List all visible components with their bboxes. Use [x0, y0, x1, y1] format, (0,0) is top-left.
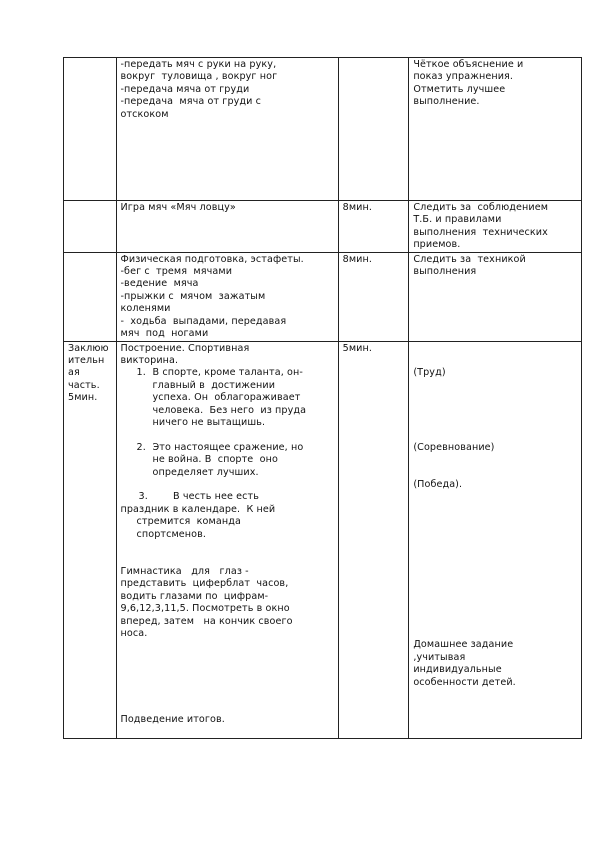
- quiz-line: главный в достижении: [152, 379, 276, 391]
- content-line: вокруг туловища , вокруг ног: [120, 71, 278, 83]
- quiz-line: спортсменов.: [136, 528, 207, 540]
- content-line: викторина.: [120, 355, 179, 367]
- answer-3: (Победа).: [413, 479, 463, 491]
- spacer: [121, 640, 334, 714]
- homework-line: индивидуальные: [413, 664, 502, 676]
- content-line: -ведение мяча: [120, 278, 199, 290]
- content-cell: [116, 201, 338, 253]
- quiz-number: 2.: [136, 441, 146, 453]
- notes-line: выполнения технических: [413, 226, 548, 238]
- content-line: отскоком: [120, 108, 169, 120]
- quiz-item: [121, 442, 334, 479]
- notes-line: Т.Б. и правилами: [413, 214, 502, 226]
- quiz-line: ничего не вытащишь.: [152, 417, 266, 429]
- quiz-spacer: [121, 429, 334, 441]
- quiz-line: успеха. Он облагораживает: [152, 392, 301, 404]
- gym-line: носа.: [120, 627, 148, 639]
- notes-line: приемов.: [413, 239, 461, 251]
- notes-line: Чёткое объяснение и: [413, 59, 524, 70]
- content-line: Построение. Спортивная: [120, 342, 250, 354]
- quiz-line: В спорте, кроме таланта, он-: [152, 367, 303, 379]
- gym-line: представить циферблат часов,: [120, 578, 289, 590]
- section-cell: [64, 341, 117, 738]
- section-cell: [64, 58, 117, 201]
- content-line: -передать мяч с руки на руку,: [120, 59, 277, 70]
- table-row: [64, 58, 582, 201]
- content-cell: [116, 341, 338, 738]
- gym-line: водить глазами по цифрам-: [120, 590, 269, 602]
- content-line: коленями: [120, 303, 171, 315]
- quiz-line: человека. Без него из пруда: [152, 404, 307, 416]
- quiz-number: 1.: [136, 367, 146, 379]
- section-label: часть.: [68, 379, 100, 391]
- quiz-line: определяет лучших.: [152, 466, 259, 478]
- lesson-plan-table: [63, 57, 582, 739]
- game-title: Игра мяч «Мяч ловцу»: [120, 202, 236, 213]
- gym-line: вперед, затем на кончик своего: [120, 615, 293, 627]
- content-line: -передача мяча от груди: [120, 83, 250, 95]
- content-line: мяч под ногами: [120, 328, 209, 340]
- spacer: [121, 541, 334, 566]
- notes-line: показ упражнения.: [413, 71, 514, 83]
- homework-line: Домашнее задание: [413, 639, 514, 651]
- time-cell: [338, 58, 409, 201]
- gym-line: Гимнастика для глаз -: [120, 565, 249, 577]
- spacer: [413, 491, 577, 639]
- time-cell: 8мин.: [338, 252, 409, 341]
- quiz-item: [121, 367, 334, 429]
- notes-line: Следить за техникой: [413, 253, 526, 265]
- notes-cell: [409, 201, 582, 253]
- table-row: [64, 201, 582, 253]
- spacer: [121, 479, 334, 491]
- notes-line: Отметить лучшее: [413, 83, 506, 95]
- notes-cell: [409, 252, 582, 341]
- quiz-list: [121, 367, 334, 479]
- quiz-line: стремится команда: [136, 516, 241, 528]
- notes-line: выполнение.: [413, 96, 480, 108]
- table-row: [64, 252, 582, 341]
- notes-line: Следить за соблюдением: [413, 202, 549, 213]
- content-line: - ходьба выпадами, передавая: [120, 315, 287, 327]
- homework-line: ,учитывая: [413, 651, 466, 663]
- answer-1: (Труд): [413, 367, 446, 379]
- gym-line: 9,6,12,3,11,5. Посмотреть в окно: [120, 603, 290, 615]
- notes-line: выполнения: [413, 266, 477, 278]
- quiz-line: Это настоящее сражение, но: [152, 441, 304, 453]
- content-line: -передача мяча от груди с: [120, 96, 262, 108]
- summary-line: Подведение итогов.: [120, 714, 225, 726]
- notes-cell: [409, 58, 582, 201]
- section-duration: 5мин.: [68, 392, 98, 404]
- section-label: ительн: [68, 355, 105, 367]
- content-line: -бег с тремя мячами: [120, 266, 233, 278]
- quiz-continuation: [121, 516, 334, 541]
- content-cell: [116, 58, 338, 201]
- table-row: [64, 341, 582, 738]
- section-label: ая: [68, 367, 80, 379]
- spacer: [413, 454, 577, 479]
- quiz-line: не война. В спорте оно: [152, 454, 278, 466]
- notes-cell: [409, 341, 582, 738]
- section-label: Заклюю: [68, 342, 109, 354]
- section-cell: [64, 252, 117, 341]
- time-cell: 5мин.: [338, 341, 409, 738]
- content-line: -прыжки с мячом зажатым: [120, 290, 266, 302]
- quiz-line: 3. В честь нее есть: [138, 491, 259, 503]
- section-cell: [64, 201, 117, 253]
- homework-line: особенности детей.: [413, 676, 516, 688]
- quiz-line: праздник в календаре. К ней: [120, 503, 276, 515]
- spacer: [413, 343, 577, 368]
- answer-2: (Соревнование): [413, 441, 495, 453]
- content-cell: [116, 252, 338, 341]
- quiz-item-3: [121, 491, 334, 503]
- time-cell: 8мин.: [338, 201, 409, 253]
- content-line: Физическая подготовка, эстафеты.: [120, 253, 304, 265]
- spacer: [413, 380, 577, 442]
